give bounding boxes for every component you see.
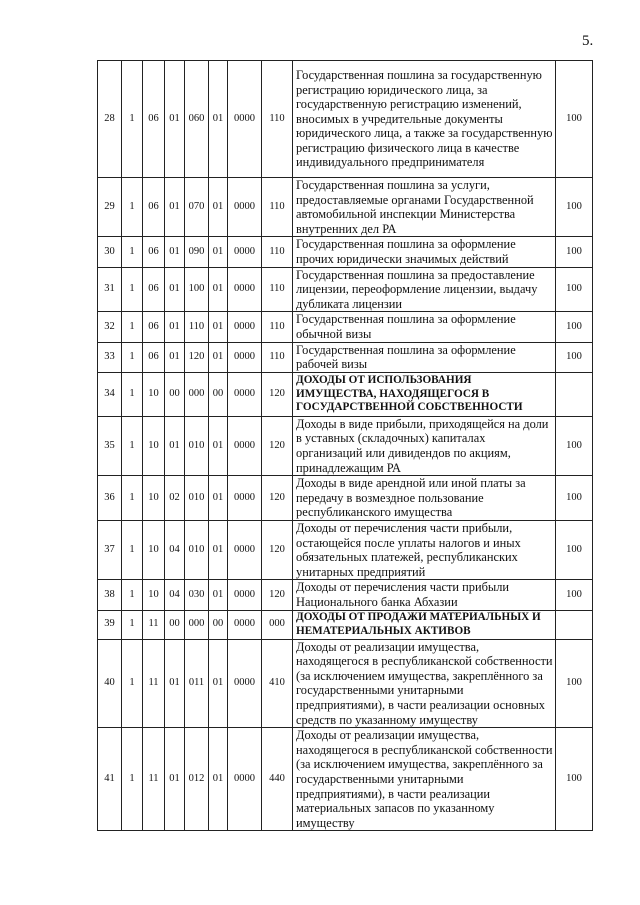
- code-article-cell: 01: [165, 61, 185, 178]
- amount-cell: 100: [556, 61, 593, 178]
- amount-cell: [556, 610, 593, 639]
- code-subarticle-cell: 100: [185, 267, 209, 312]
- code-article-cell: 01: [165, 178, 185, 237]
- code-element-cell: 00: [209, 372, 228, 416]
- code-element-cell: 01: [209, 521, 228, 580]
- code-subarticle-cell: 090: [185, 237, 209, 267]
- code-group-cell: 1: [122, 267, 143, 312]
- code-subgroup-cell: 06: [143, 342, 165, 372]
- description-cell: Доходы от реализации имущества, находящегося в республиканской собственности (за исключением имущества, закреплённого за государственными унитарными предприятиями), в части реализации основных средств по указанному имуществу: [293, 639, 556, 728]
- code-program-cell: 0000: [228, 312, 262, 342]
- code-subgroup-cell: 06: [143, 178, 165, 237]
- code-article-cell: 00: [165, 372, 185, 416]
- amount-cell: 100: [556, 178, 593, 237]
- code-element-cell: 01: [209, 342, 228, 372]
- row-number-cell: 35: [98, 416, 122, 475]
- code-group-cell: 1: [122, 521, 143, 580]
- code-classification-cell: 000: [262, 610, 293, 639]
- code-program-cell: 0000: [228, 476, 262, 521]
- code-group-cell: 1: [122, 639, 143, 728]
- description-cell: Государственная пошлина за услуги, предоставляемые органами Государственной автомобильной инспекции Министерства внутренних дел РА: [293, 178, 556, 237]
- code-article-cell: 01: [165, 416, 185, 475]
- amount-cell: 100: [556, 728, 593, 831]
- amount-cell: 100: [556, 476, 593, 521]
- code-classification-cell: 410: [262, 639, 293, 728]
- description-cell: ДОХОДЫ ОТ ИСПОЛЬЗОВАНИЯ ИМУЩЕСТВА, НАХОДЯЩЕГОСЯ В ГОСУДАРСТВЕННОЙ СОБСТВЕННОСТИ: [293, 372, 556, 416]
- code-program-cell: 0000: [228, 728, 262, 831]
- code-element-cell: 01: [209, 312, 228, 342]
- code-subarticle-cell: 070: [185, 178, 209, 237]
- row-number-cell: 31: [98, 267, 122, 312]
- code-program-cell: 0000: [228, 178, 262, 237]
- code-article-cell: 01: [165, 342, 185, 372]
- code-subarticle-cell: 010: [185, 416, 209, 475]
- row-number-cell: 41: [98, 728, 122, 831]
- code-subarticle-cell: 000: [185, 610, 209, 639]
- code-element-cell: 01: [209, 476, 228, 521]
- table-row: [98, 61, 593, 178]
- code-subgroup-cell: 06: [143, 312, 165, 342]
- code-element-cell: 01: [209, 580, 228, 610]
- code-subarticle-cell: 120: [185, 342, 209, 372]
- code-element-cell: 00: [209, 610, 228, 639]
- code-program-cell: 0000: [228, 521, 262, 580]
- code-element-cell: 01: [209, 61, 228, 178]
- table-row: [98, 610, 593, 639]
- code-article-cell: 02: [165, 476, 185, 521]
- code-subgroup-cell: 11: [143, 728, 165, 831]
- description-cell: Доходы от реализации имущества, находящегося в республиканской собственности (за исключением имущества, закреплённого за государственными унитарными предприятиями), в части реализации материальных запасов по указанному имуществу: [293, 728, 556, 831]
- code-article-cell: 01: [165, 237, 185, 267]
- code-program-cell: 0000: [228, 580, 262, 610]
- description-cell: Доходы от перечисления части прибыли Национального банка Абхазии: [293, 580, 556, 610]
- code-element-cell: 01: [209, 639, 228, 728]
- code-classification-cell: 110: [262, 342, 293, 372]
- code-subarticle-cell: 000: [185, 372, 209, 416]
- table-row: [98, 521, 593, 580]
- code-group-cell: 1: [122, 372, 143, 416]
- amount-cell: 100: [556, 416, 593, 475]
- table-row: [98, 580, 593, 610]
- code-element-cell: 01: [209, 416, 228, 475]
- table-row: [98, 639, 593, 728]
- code-article-cell: 04: [165, 580, 185, 610]
- code-group-cell: 1: [122, 61, 143, 178]
- code-article-cell: 01: [165, 639, 185, 728]
- code-subarticle-cell: 012: [185, 728, 209, 831]
- row-number-cell: 33: [98, 342, 122, 372]
- row-number-cell: 30: [98, 237, 122, 267]
- code-classification-cell: 120: [262, 476, 293, 521]
- description-cell: Доходы в виде прибыли, приходящейся на доли в уставных (складочных) капиталах организаций или дивидендов по акциям, принадлежащим РА: [293, 416, 556, 475]
- code-element-cell: 01: [209, 728, 228, 831]
- table-row: [98, 476, 593, 521]
- table-row: [98, 728, 593, 831]
- code-group-cell: 1: [122, 342, 143, 372]
- code-element-cell: 01: [209, 237, 228, 267]
- row-number-cell: 38: [98, 580, 122, 610]
- code-program-cell: 0000: [228, 237, 262, 267]
- table-row: [98, 342, 593, 372]
- code-subgroup-cell: 10: [143, 416, 165, 475]
- code-subgroup-cell: 10: [143, 372, 165, 416]
- code-classification-cell: 120: [262, 416, 293, 475]
- description-cell: Государственная пошлина за оформление рабочей визы: [293, 342, 556, 372]
- row-number-cell: 36: [98, 476, 122, 521]
- description-cell: Государственная пошлина за предоставление лицензии, переоформление лицензии, выдачу дубликата лицензии: [293, 267, 556, 312]
- description-cell: Доходы от перечисления части прибыли, остающейся после уплаты налогов и иных обязательных платежей, республиканских унитарных предприятий: [293, 521, 556, 580]
- code-classification-cell: 440: [262, 728, 293, 831]
- code-program-cell: 0000: [228, 416, 262, 475]
- code-group-cell: 1: [122, 728, 143, 831]
- code-subarticle-cell: 011: [185, 639, 209, 728]
- code-group-cell: 1: [122, 237, 143, 267]
- description-cell: Государственная пошлина за оформление прочих юридически значимых действий: [293, 237, 556, 267]
- code-element-cell: 01: [209, 267, 228, 312]
- code-group-cell: 1: [122, 476, 143, 521]
- amount-cell: 100: [556, 580, 593, 610]
- code-program-cell: 0000: [228, 372, 262, 416]
- table-row: [98, 416, 593, 475]
- table-body: [98, 61, 593, 831]
- code-classification-cell: 110: [262, 178, 293, 237]
- code-article-cell: 01: [165, 312, 185, 342]
- code-subgroup-cell: 10: [143, 476, 165, 521]
- row-number-cell: 34: [98, 372, 122, 416]
- code-classification-cell: 110: [262, 312, 293, 342]
- description-cell: ДОХОДЫ ОТ ПРОДАЖИ МАТЕРИАЛЬНЫХ И НЕМАТЕРИАЛЬНЫХ АКТИВОВ: [293, 610, 556, 639]
- code-article-cell: 01: [165, 267, 185, 312]
- code-group-cell: 1: [122, 416, 143, 475]
- code-group-cell: 1: [122, 580, 143, 610]
- code-group-cell: 1: [122, 178, 143, 237]
- code-subgroup-cell: 06: [143, 61, 165, 178]
- amount-cell: [556, 372, 593, 416]
- description-cell: Государственная пошлина за государственную регистрацию юридического лица, за государственную регистрацию изменений, вносимых в учредительные документы юридического лица, а также за государственную регистрацию физического лица в качестве индивидуального предпринимателя: [293, 61, 556, 178]
- code-classification-cell: 120: [262, 521, 293, 580]
- row-number-cell: 37: [98, 521, 122, 580]
- table-row: [98, 267, 593, 312]
- code-subarticle-cell: 010: [185, 521, 209, 580]
- budget-classification-table: [97, 60, 593, 831]
- code-article-cell: 04: [165, 521, 185, 580]
- code-group-cell: 1: [122, 610, 143, 639]
- amount-cell: 100: [556, 237, 593, 267]
- row-number-cell: 32: [98, 312, 122, 342]
- description-cell: Доходы в виде арендной или иной платы за передачу в возмездное пользование республиканского имущества: [293, 476, 556, 521]
- code-classification-cell: 110: [262, 237, 293, 267]
- code-classification-cell: 120: [262, 372, 293, 416]
- code-article-cell: 00: [165, 610, 185, 639]
- code-program-cell: 0000: [228, 639, 262, 728]
- table-row: [98, 372, 593, 416]
- table-row: [98, 312, 593, 342]
- code-subgroup-cell: 11: [143, 610, 165, 639]
- amount-cell: 100: [556, 639, 593, 728]
- code-classification-cell: 110: [262, 267, 293, 312]
- code-subarticle-cell: 110: [185, 312, 209, 342]
- code-program-cell: 0000: [228, 610, 262, 639]
- table-row: [98, 237, 593, 267]
- amount-cell: 100: [556, 312, 593, 342]
- code-group-cell: 1: [122, 312, 143, 342]
- code-program-cell: 0000: [228, 267, 262, 312]
- code-subgroup-cell: 10: [143, 580, 165, 610]
- code-subarticle-cell: 030: [185, 580, 209, 610]
- code-subgroup-cell: 10: [143, 521, 165, 580]
- code-article-cell: 01: [165, 728, 185, 831]
- page-number: 5.: [582, 33, 594, 49]
- code-program-cell: 0000: [228, 342, 262, 372]
- code-classification-cell: 120: [262, 580, 293, 610]
- row-number-cell: 29: [98, 178, 122, 237]
- description-cell: Государственная пошлина за оформление обычной визы: [293, 312, 556, 342]
- row-number-cell: 40: [98, 639, 122, 728]
- code-element-cell: 01: [209, 178, 228, 237]
- amount-cell: 100: [556, 267, 593, 312]
- row-number-cell: 28: [98, 61, 122, 178]
- code-subarticle-cell: 010: [185, 476, 209, 521]
- amount-cell: 100: [556, 521, 593, 580]
- row-number-cell: 39: [98, 610, 122, 639]
- code-subgroup-cell: 06: [143, 237, 165, 267]
- code-subarticle-cell: 060: [185, 61, 209, 178]
- code-subgroup-cell: 06: [143, 267, 165, 312]
- amount-cell: 100: [556, 342, 593, 372]
- table-row: [98, 178, 593, 237]
- code-classification-cell: 110: [262, 61, 293, 178]
- code-program-cell: 0000: [228, 61, 262, 178]
- code-subgroup-cell: 11: [143, 639, 165, 728]
